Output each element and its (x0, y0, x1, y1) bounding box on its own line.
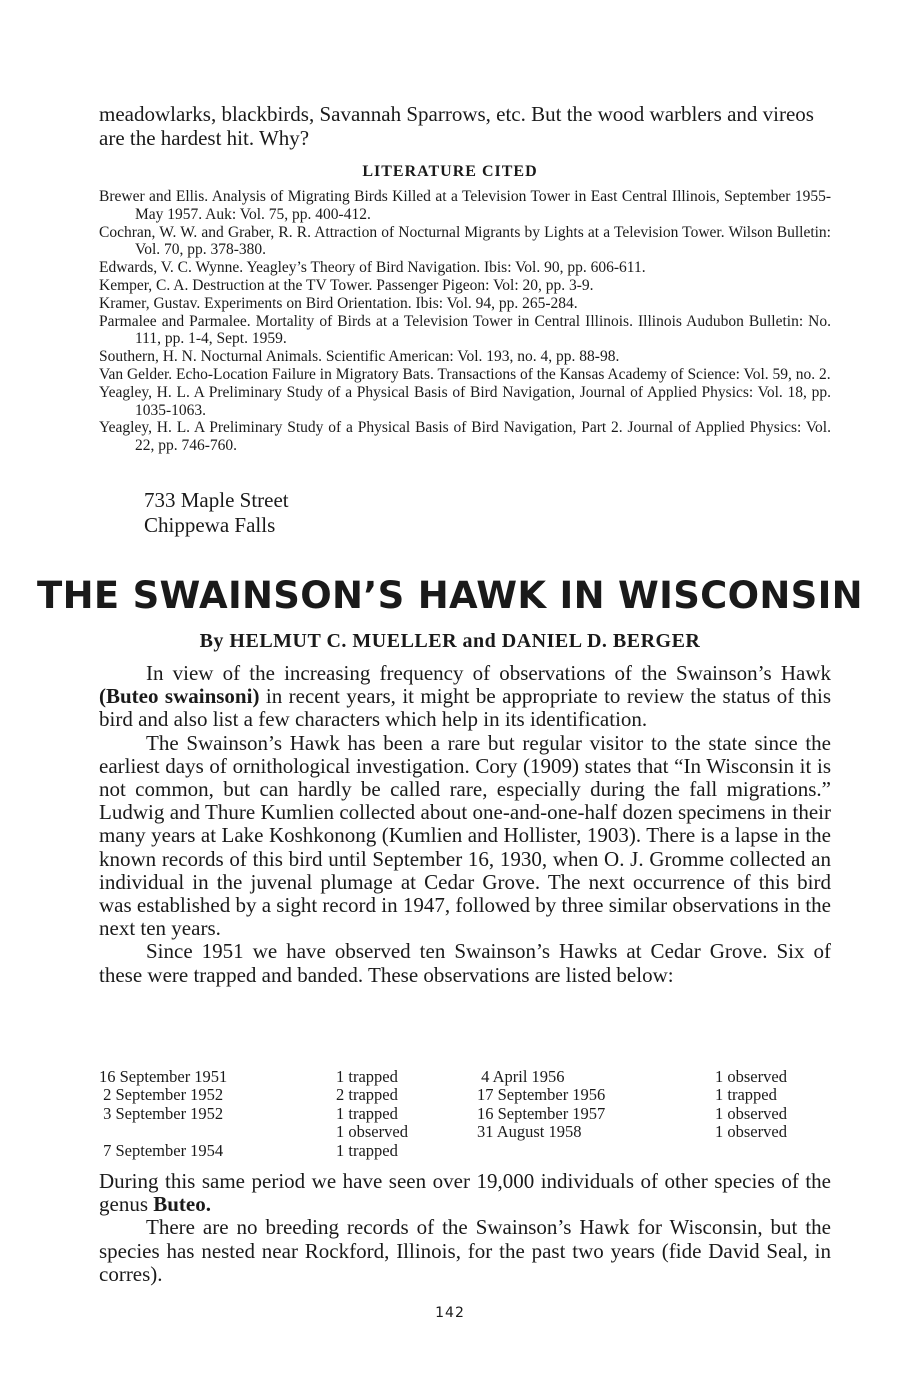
reference-item: Kemper, C. A. Destruction at the TV Tower. Passenger Pigeon: Vol: 20, pp. 3-9. (99, 276, 594, 294)
reference-item: Van Gelder. Echo-Location Failure in Migratory Bats. Transactions of the Kansas Academy of Science: Vol. 59, no. 2. (99, 365, 831, 383)
reference-item: Kramer, Gustav. Experiments on Bird Orientation. Ibis: Vol. 94, pp. 265-284. (99, 294, 578, 312)
reference-item: Yeagley, H. L. A Preliminary Study of a Physical Basis of Bird Navigation, Part 2. Journal of Applied Physics: Vol. 22, pp. 746-760. (99, 419, 831, 455)
paragraph-4: During this same period we have seen over 19,000 individuals of other species of the genus Buteo. (99, 1169, 831, 1217)
obs-date: 2 September 1952 (99, 1085, 224, 1105)
paragraph-5: There are no breeding records of the Swainson’s Hawk for Wisconsin, but the species has nested near Rockford, Illinois, for the past two years (fide David Seal, in corres). (99, 1215, 831, 1286)
article-body-bottom (99, 1170, 831, 1286)
obs-date (99, 1123, 227, 1141)
paragraph-2: The Swainson’s Hawk has been a rare but regular visitor to the state since the earliest days of ornithological investigation. Cory (1909) states that “In Wisconsin it is not common, but can hardly be called rare, especially during the fall migrations.” Ludwig and Thure Kumlien collected about one-and-one-half dozen specimens in their many years at Lake Koshkonong (Kumlien and Hollister, 1903). There is a lapse in the known records of this bird until September 16, 1930, when O. J. Gromme collected an individual in the juvenal plumage at Cedar Grove. The next occurrence of this bird was established by a sight record in 1947, followed by three similar observations in the next ten years. (99, 730, 831, 941)
address-street: 733 Maple Street (144, 488, 289, 512)
obs-status: 1 trapped (336, 1140, 398, 1160)
reference-item: Brewer and Ellis. Analysis of Migrating Birds Killed at a Television Tower in East Central Illinois, September 1955-May 1957. Auk: Vol. 75, pp. 400-412. (99, 188, 831, 223)
obs-status: 1 observed (715, 1067, 787, 1086)
author-address (144, 488, 289, 538)
obs-status: 2 trapped (336, 1085, 398, 1105)
obs-status: 1 observed (715, 1103, 787, 1123)
obs-date: 16 September 1957 (477, 1103, 606, 1123)
obs-status-right (715, 1068, 787, 1142)
reference-item: Parmalee and Parmalee. Mortality of Birds at a Television Tower in Central Illinois. Illinois Audubon Bulletin: No. 111, pp. 1-4, Sept. 1959. (99, 312, 831, 348)
obs-date: 16 September 1951 (99, 1067, 228, 1086)
obs-status-left (336, 1068, 408, 1160)
obs-status: 1 trapped (336, 1067, 398, 1086)
literature-cited-heading: LITERATURE CITED (362, 163, 538, 180)
genus-name: Buteo. (153, 1192, 211, 1217)
page-number: 142 (435, 1305, 465, 1321)
species-name: (Buteo swainsoni) (99, 684, 260, 709)
obs-dates-right (477, 1068, 605, 1142)
obs-date: 31 August 1958 (477, 1122, 582, 1142)
article-body-top (99, 662, 831, 987)
obs-status: 1 observed (336, 1122, 408, 1142)
obs-date: 3 September 1952 (99, 1103, 224, 1123)
obs-date: 17 September 1956 (477, 1085, 606, 1105)
address-city: Chippewa Falls (144, 513, 276, 537)
obs-status: 1 observed (715, 1122, 787, 1142)
obs-date: 7 September 1954 (99, 1140, 224, 1160)
paragraph-1: In view of the increasing frequency of observations of the Swainson’s Hawk (Buteo swainsoni) in recent years, it might be appropriate to review the status of this bird and also list a few characters which help in its identification. (99, 661, 831, 732)
obs-dates-left (99, 1068, 227, 1160)
reference-item: Edwards, V. C. Wynne. Yeagley’s Theory of Bird Navigation. Ibis: Vol. 90, pp. 606-611. (99, 259, 646, 277)
article-title: THE SWAINSON’S HAWK IN WISCONSIN (37, 574, 863, 617)
intro-paragraph: meadowlarks, blackbirds, Savannah Sparrows, etc. But the wood warblers and vireos are the hardest hit. Why? (99, 102, 814, 150)
paragraph-3: Since 1951 we have observed ten Swainson’s Hawks at Cedar Grove. Six of these were trapped and banded. These observations are listed below: (99, 939, 831, 987)
reference-item: Southern, H. N. Nocturnal Animals. Scientific American: Vol. 193, no. 4, pp. 88-98. (99, 348, 620, 366)
reference-item: Cochran, W. W. and Graber, R. R. Attraction of Nocturnal Migrants by Lights at a Television Tower. Wilson Bulletin: Vol. 70, pp. 378-380. (99, 223, 831, 259)
obs-status: 1 trapped (715, 1085, 777, 1105)
reference-list (99, 188, 831, 455)
obs-status: 1 trapped (336, 1103, 398, 1123)
article-byline: By HELMUT C. MUELLER and DANIEL D. BERGER (199, 630, 701, 652)
reference-item: Yeagley, H. L. A Preliminary Study of a Physical Basis of Bird Navigation, Journal of Applied Physics: Vol. 18, pp. 1035-1063. (99, 383, 831, 419)
obs-date: 4 April 1956 (477, 1067, 565, 1086)
